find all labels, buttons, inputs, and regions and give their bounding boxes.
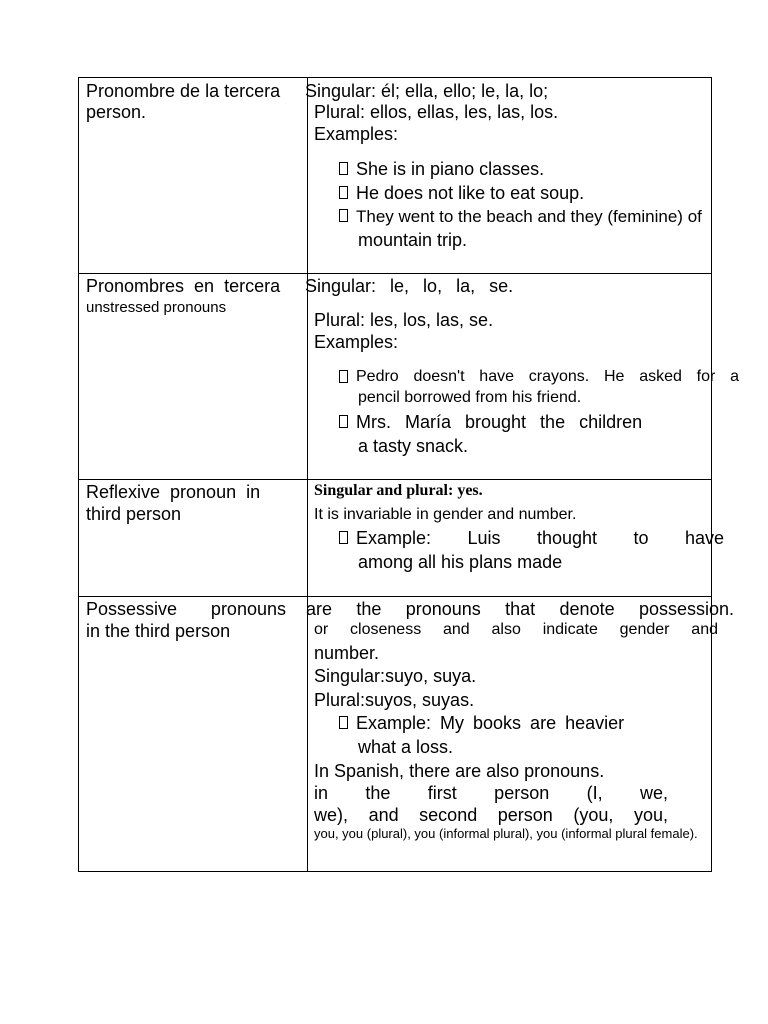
table-border-left — [78, 77, 79, 872]
bullet-text-line: He does not like to eat soup. — [356, 183, 585, 203]
bullet-text-line: They went to the beach and they (feminine) of — [356, 207, 702, 226]
bullet-text-line: Example: Luis thought to have — [356, 528, 724, 548]
row-label-line: unstressed pronouns — [86, 299, 227, 316]
bullet-text-line: Pedro doesn't have crayons. He asked for a — [356, 368, 739, 385]
bullet-glyph-icon — [339, 186, 348, 199]
bullet-glyph-icon — [339, 531, 348, 544]
table-border-top — [78, 77, 712, 78]
row-content-line: you, you (plural), you (informal plural), you (informal plural female). — [314, 826, 698, 841]
row-content-line: Plural:suyos, suyas. — [314, 690, 475, 710]
bullet-glyph-icon — [339, 716, 348, 729]
row-content-line: in the first person (I, we, — [314, 783, 668, 803]
row-content-line: Examples: — [314, 124, 399, 144]
row-content-line: we), and second person (you, you, — [314, 805, 668, 825]
row-content-line: Singular: le, lo, la, se. — [305, 276, 514, 296]
bullet-text-line: mountain trip. — [358, 230, 468, 250]
row-content-line: or closeness and also indicate gender and — [314, 621, 718, 638]
row-label-line: Pronombres en tercera — [86, 276, 281, 296]
bullet-text-line: Mrs. María brought the children — [356, 412, 643, 432]
bullet-text-line: a tasty snack. — [358, 436, 469, 456]
bullet-text-line: among all his plans made — [358, 552, 563, 572]
bullet-text-line: Example: My books are heavier — [356, 713, 625, 733]
row-label-line: third person — [86, 504, 182, 524]
bullet-text-line: She is in piano classes. — [356, 159, 545, 179]
table-border-bottom — [78, 871, 712, 872]
row-content-line: Singular and plural: yes. — [314, 482, 483, 499]
row-label-line: in the third person — [86, 621, 231, 641]
row-label-line: Possessive pronouns — [86, 599, 286, 619]
row-content-line: Plural: les, los, las, se. — [314, 310, 494, 330]
row-content-line: It is invariable in gender and number. — [314, 506, 577, 523]
row-label-line: Pronombre de la tercera — [86, 81, 281, 101]
bullet-text-line: what a loss. — [358, 737, 454, 757]
row-content-line: Singular:suyo, suya. — [314, 666, 477, 686]
row-label-line: Reflexive pronoun in — [86, 482, 261, 502]
row-content-line: number. — [314, 643, 380, 663]
table-row-divider-1 — [78, 273, 712, 274]
bullet-glyph-icon — [339, 162, 348, 175]
bullet-glyph-icon — [339, 209, 348, 222]
table-column-divider — [307, 77, 308, 872]
row-content-line: Plural: ellos, ellas, les, las, los. — [314, 102, 559, 122]
row-content-line: are the pronouns that denote possession. — [306, 599, 734, 619]
row-content-line: In Spanish, there are also pronouns. — [314, 761, 605, 781]
table-row-divider-2 — [78, 479, 712, 480]
table-row-divider-3 — [78, 596, 712, 597]
bullet-glyph-icon — [339, 415, 348, 428]
bullet-text-line: pencil borrowed from his friend. — [358, 389, 582, 406]
bullet-glyph-icon — [339, 370, 348, 383]
table-border-right — [711, 77, 712, 872]
row-content-line: Examples: — [314, 332, 399, 352]
row-label-line: person. — [86, 102, 147, 122]
row-content-line: Singular: él; ella, ello; le, la, lo; — [305, 81, 549, 101]
